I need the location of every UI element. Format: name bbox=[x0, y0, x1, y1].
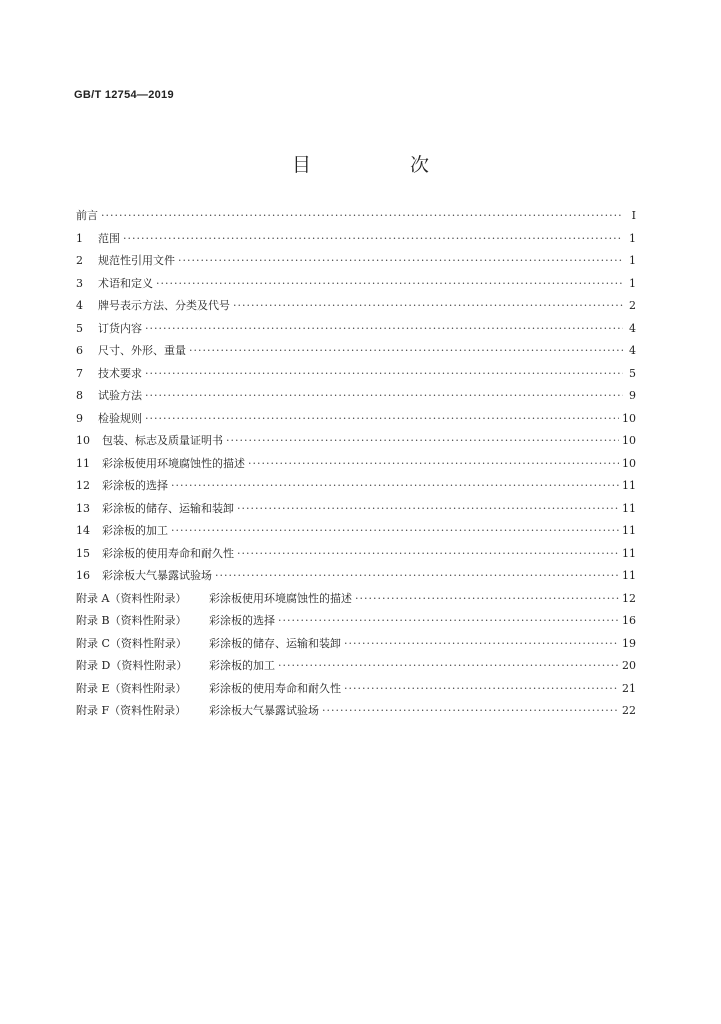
leader-dots bbox=[171, 479, 619, 492]
toc-annex-page: 20 bbox=[622, 659, 636, 672]
toc-entry-page: 11 bbox=[622, 569, 636, 582]
toc-entry-number: 9 bbox=[76, 411, 83, 425]
toc-entry-page: 2 bbox=[629, 299, 636, 312]
toc-entry-label: 彩涂板的储存、运输和装卸 bbox=[102, 501, 234, 515]
toc-annex-entry[interactable] bbox=[76, 680, 636, 703]
toc-annex-label: 彩涂板的加工 bbox=[209, 659, 275, 672]
toc-entry-number: 11 bbox=[76, 456, 90, 470]
toc-entry-label: 彩涂板的加工 bbox=[102, 524, 168, 537]
toc-entry-page: 4 bbox=[629, 344, 636, 357]
leader-dots bbox=[189, 344, 623, 357]
toc-entry-page: 9 bbox=[629, 389, 636, 402]
toc-entry-label: 试验方法 bbox=[98, 389, 142, 402]
toc-entry-number: 1 bbox=[76, 231, 83, 245]
toc-entry-page: Ⅰ bbox=[631, 209, 636, 222]
toc-entry-label: 包装、标志及质量证明书 bbox=[102, 434, 223, 447]
toc-entry[interactable] bbox=[76, 545, 636, 568]
toc-entry-page: 1 bbox=[629, 231, 636, 245]
toc-annex-entry[interactable] bbox=[76, 657, 636, 680]
leader-dots bbox=[344, 682, 619, 695]
toc-entry-label: 彩涂板使用环境腐蚀性的描述 bbox=[102, 456, 245, 470]
toc-entry-number: 10 bbox=[76, 434, 90, 447]
toc-entry[interactable] bbox=[76, 365, 636, 388]
toc-entry[interactable] bbox=[76, 230, 636, 253]
toc-annex-entry[interactable] bbox=[76, 702, 636, 725]
table-of-contents bbox=[76, 207, 636, 725]
toc-annex-label: 彩涂板使用环境腐蚀性的描述 bbox=[209, 591, 352, 605]
toc-annex-page: 16 bbox=[622, 614, 636, 627]
toc-entry[interactable] bbox=[76, 432, 636, 455]
toc-annex-page: 12 bbox=[622, 591, 636, 605]
toc-annex-label: 彩涂板的选择 bbox=[209, 614, 275, 627]
toc-entry-label: 术语和定义 bbox=[98, 276, 153, 290]
toc-annex-page: 21 bbox=[622, 681, 636, 695]
toc-entry-page: 5 bbox=[629, 366, 636, 380]
toc-entry-page: 11 bbox=[622, 524, 636, 537]
toc-entry-number: 14 bbox=[76, 524, 90, 537]
toc-annex-id: 附录 C（资料性附录） bbox=[76, 636, 187, 650]
toc-entry[interactable] bbox=[76, 567, 636, 590]
toc-annex-page: 22 bbox=[622, 704, 636, 717]
toc-entry-page: 10 bbox=[622, 411, 636, 425]
leader-dots bbox=[215, 569, 619, 582]
toc-entry[interactable] bbox=[76, 252, 636, 275]
leader-dots bbox=[278, 659, 619, 672]
toc-entry-page: 10 bbox=[622, 456, 636, 470]
toc-entry[interactable] bbox=[76, 500, 636, 523]
toc-entry-label: 规范性引用文件 bbox=[98, 254, 175, 267]
toc-annex-entry[interactable] bbox=[76, 590, 636, 613]
leader-dots bbox=[322, 704, 619, 717]
toc-entry-number: 16 bbox=[76, 569, 90, 582]
toc-entry[interactable] bbox=[76, 297, 636, 320]
toc-annex-id: 附录 E（资料性附录） bbox=[76, 681, 187, 695]
toc-entry[interactable] bbox=[76, 410, 636, 433]
toc-entry-label: 尺寸、外形、重量 bbox=[98, 344, 186, 357]
toc-annex-id: 附录 F（资料性附录） bbox=[76, 704, 187, 717]
leader-dots bbox=[145, 412, 619, 425]
toc-entry-label: 技术要求 bbox=[98, 366, 142, 380]
toc-entry-number: 2 bbox=[76, 254, 83, 267]
toc-entry-page: 4 bbox=[629, 321, 636, 335]
toc-entry-number: 5 bbox=[76, 321, 83, 335]
toc-entry-number: 13 bbox=[76, 501, 90, 515]
leader-dots bbox=[156, 277, 623, 290]
leader-dots bbox=[145, 389, 623, 402]
toc-annex-page: 19 bbox=[622, 636, 636, 650]
toc-entry[interactable] bbox=[76, 522, 636, 545]
toc-entry-number: 8 bbox=[76, 389, 83, 402]
toc-entry-page: 1 bbox=[629, 254, 636, 267]
leader-dots bbox=[178, 254, 623, 267]
toc-entry[interactable] bbox=[76, 320, 636, 343]
toc-entry-number: 6 bbox=[76, 344, 83, 357]
toc-annex-label: 彩涂板的储存、运输和装卸 bbox=[209, 636, 341, 650]
toc-entry-number: 3 bbox=[76, 276, 83, 290]
toc-entry-page: 11 bbox=[622, 501, 636, 515]
toc-entry-page: 10 bbox=[622, 434, 636, 447]
toc-annex-label: 彩涂板大气暴露试验场 bbox=[209, 704, 319, 717]
leader-dots bbox=[145, 322, 623, 335]
leader-dots bbox=[171, 524, 619, 537]
toc-entry-label: 检验规则 bbox=[98, 411, 142, 425]
toc-entry-number: 7 bbox=[76, 366, 83, 380]
toc-entry-label: 订货内容 bbox=[98, 321, 142, 335]
toc-entry-number: 4 bbox=[76, 299, 83, 312]
toc-entry[interactable] bbox=[76, 342, 636, 365]
leader-dots bbox=[237, 547, 619, 560]
toc-entry-label: 前言 bbox=[76, 209, 98, 222]
toc-entry-page: 1 bbox=[629, 276, 636, 290]
leader-dots bbox=[344, 637, 619, 650]
toc-entry-number: 15 bbox=[76, 546, 90, 560]
toc-entry-foreword[interactable] bbox=[76, 207, 636, 230]
standard-code: GB/T 12754—2019 bbox=[74, 89, 174, 101]
leader-dots bbox=[237, 502, 619, 515]
toc-annex-label: 彩涂板的使用寿命和耐久性 bbox=[209, 681, 341, 695]
leader-dots bbox=[355, 592, 619, 605]
toc-entry-label: 彩涂板大气暴露试验场 bbox=[102, 569, 212, 582]
toc-entry-label: 彩涂板的使用寿命和耐久性 bbox=[102, 546, 234, 560]
leader-dots bbox=[278, 614, 619, 627]
leader-dots bbox=[226, 434, 619, 447]
toc-annex-id: 附录 A（资料性附录） bbox=[76, 591, 187, 605]
leader-dots bbox=[233, 299, 623, 312]
toc-annex-entry[interactable] bbox=[76, 612, 636, 635]
toc-entry-label: 牌号表示方法、分类及代号 bbox=[98, 299, 230, 312]
toc-entry[interactable] bbox=[76, 455, 636, 478]
toc-title: 目 次 bbox=[291, 154, 469, 176]
toc-annex-id: 附录 B（资料性附录） bbox=[76, 614, 187, 627]
toc-entry[interactable] bbox=[76, 477, 636, 500]
toc-entry[interactable] bbox=[76, 275, 636, 298]
leader-dots bbox=[101, 209, 623, 222]
toc-entry-page: 11 bbox=[622, 546, 636, 560]
toc-entry-number: 12 bbox=[76, 479, 90, 492]
toc-annex-id: 附录 D（资料性附录） bbox=[76, 659, 188, 672]
toc-entry-label: 彩涂板的选择 bbox=[102, 479, 168, 492]
toc-entry-page: 11 bbox=[622, 479, 636, 492]
toc-entry[interactable] bbox=[76, 387, 636, 410]
toc-entry-label: 范围 bbox=[98, 231, 120, 245]
leader-dots bbox=[145, 367, 623, 380]
leader-dots bbox=[123, 232, 623, 245]
toc-annex-entry[interactable] bbox=[76, 635, 636, 658]
leader-dots bbox=[248, 457, 619, 470]
